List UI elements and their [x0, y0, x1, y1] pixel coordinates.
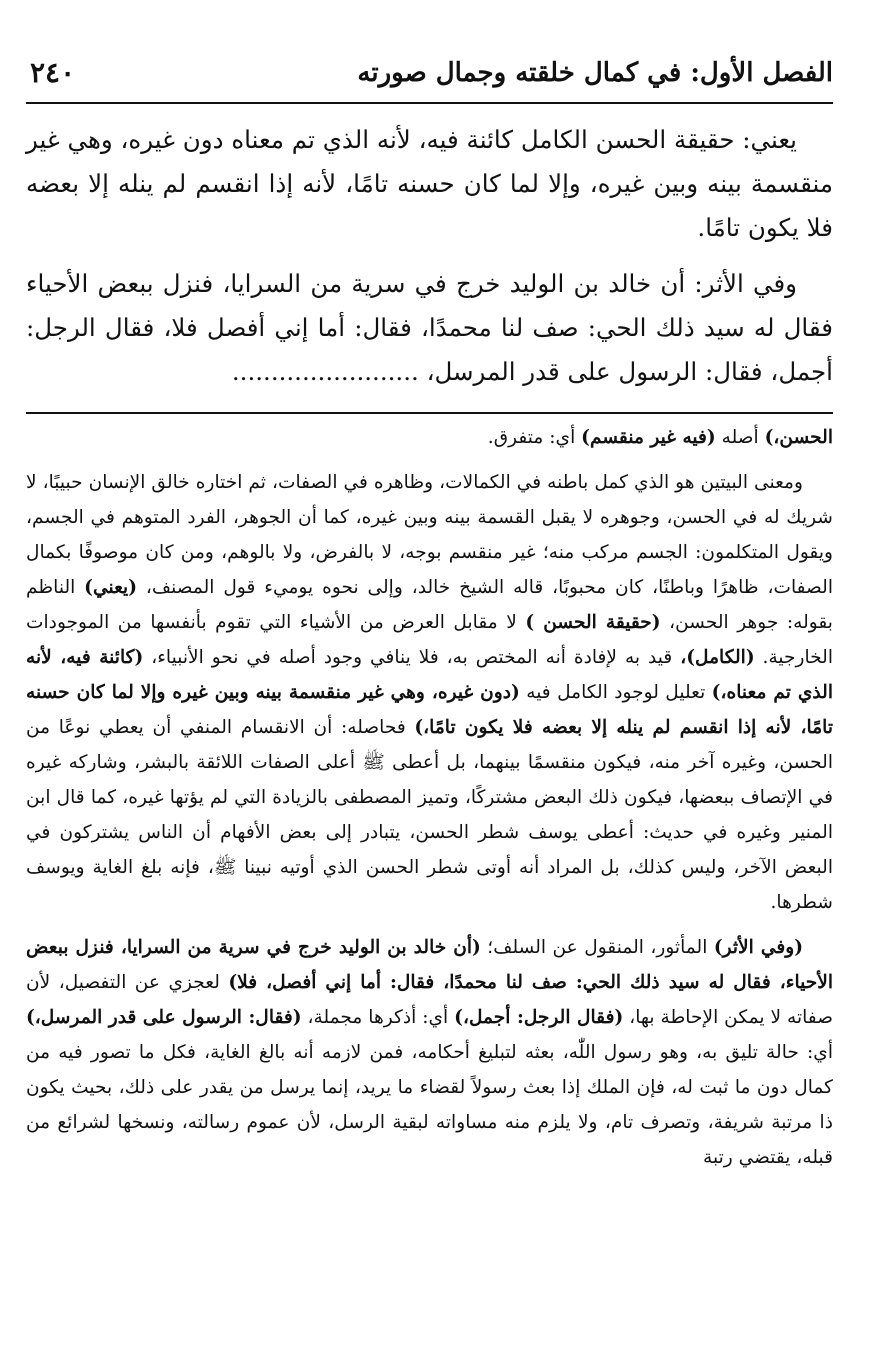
commentary-text-run: أصله [715, 427, 765, 448]
quoted-term: (فقال: الرسول على قدر المرسل،) [26, 1007, 302, 1028]
commentary-text-run: قيد به لإفادة أنه المختص به، فلا ينافي وجود أصله في نحو الأنبياء، [143, 647, 681, 668]
commentary-text-run: لعجزي عن التفصيل، لأن صفاته لا يمكن الإحاطة بها، [26, 972, 833, 1028]
commentary-text-run: المأثور، المنقول عن السلف؛ [480, 937, 714, 958]
quoted-term: (وفي الأثر) [713, 937, 803, 958]
quoted-term: (كائنة فيه، لأنه الذي تم معناه،) [26, 647, 833, 703]
commentary-text-run: أي: أذكرها مجملة، [301, 1007, 455, 1028]
chapter-title: الفصل الأول: في كمال خلقته وجمال صورته [357, 58, 833, 88]
main-text [26, 118, 833, 406]
quoted-term: (حقيقة الحسن ) [525, 612, 661, 633]
page-number: ٢٤٠ [30, 56, 76, 89]
commentary-paragraph [26, 420, 833, 455]
quoted-term: (دون غيره، وهي غير منقسمة بينه وبين غيره وإلا لما كان حسنه تامًا، لأنه إذا انقسم لم ينله إلا بعضه فلا يكون تامًا،) [26, 682, 833, 738]
page-header [26, 56, 833, 104]
commentary-text-run: ومعنى البيتين هو الذي كمل باطنه في الكمالات، وظاهره في الصفات، ثم اختاره خالق الإنسان حبيبًا، لا شريك له في الحسن، وجوهره لا يقبل القسمة بينه وبين غيره، كما أن الجوهر، الفرد المتوهم في الجسم، ويقول المتكلمون: الجسم مركب منه؛ غير منقسم بوجه، لا بالفرض، ولا بالوهم، ومن كان موصوفًا بكمال الصفات، ظاهرًا وباطنًا، كان محبوبًا، قاله الشيخ خالد، وإلى نحوه يوميء قول المصنف، [26, 472, 833, 598]
commentary-text-run: أي: حالة تليق به، وهو رسول اللّٰه، بعثه لتبليغ أحكامه، فمن لازمه أنه بالغ الغاية، فكل ما تصور فيه من كمال دون ما ثبت له، فإن الملك إذا بعث رسولاً لقضاء ما يريد، إنما يرسل من يقدر على ذلك، بحيث يكون ذا مرتبة شريفة، وتصرف تام، ولا يلزم منه مساواته لبقية الرسل، لأن عموم رسالته، ونسخها لشرائع من قبله، يقتضي رتبة [26, 1042, 833, 1168]
commentary-text-run: فحاصله: أن الانقسام المنفي أن يعطي نوعًا من الحسن، وغيره آخر منه، فيكون منقسمًا بينهما، بل أعطى ﷺ أعلى الصفات اللائقة بالبشر، وشاركه غيره في الإتصاف ببعضها، فيكون ذلك البعض مشتركًا، وتميز المصطفى بالزيادة التي لم يؤتها غيره، كما قال ابن المنير وغيره في حديث: أعطى يوسف شطر الحسن، يتبادر إلى بعض الأفهام أن الناس يشتركون في البعض الآخر، وليس كذلك، بل المراد أنه أوتى شطر الحسن الذي أوتيه نبينا ﷺ، فإنه بلغ الغاية ويوسف شطرها. [26, 717, 833, 913]
commentary-text-run: تعليل لوجود الكامل فيه [519, 682, 712, 703]
commentary-text [26, 420, 833, 1185]
footnote-separator [26, 412, 833, 414]
quoted-term: (فيه غير منقسم) [581, 427, 716, 448]
commentary-text-run: لا مقابل العرض من الأشياء التي تقوم بأنفسها من الموجودات الخارجية. [26, 612, 834, 668]
quoted-term: (أن خالد بن الوليد خرج في سرية من السرايا، فنزل ببعض الأحياء، فقال له سيد ذلك الحي: صف لنا محمدًا، فقال: أما إني أفصل، فلا) [26, 937, 834, 993]
commentary-paragraph [26, 465, 833, 920]
quoted-term: (يعني) [84, 577, 138, 598]
main-paragraph: يعني: حقيقة الحسن الكامل كائنة فيه، لأنه الذي تم معناه دون غيره، وهي غير منقسمة بينه وبين غيره، وإلا لما كان حسنه تامًا، لأنه إذا انقسم لم ينله إلا بعضه فلا يكون تامًا. [26, 125, 833, 242]
commentary-text-run: الناظم بقوله: جوهر الحسن، [26, 577, 833, 633]
main-paragraph: وفي الأثر: أن خالد بن الوليد خرج في سرية من السرايا، فنزل ببعض الأحياء فقال له سيد ذلك الحي: صف لنا محمدًا، فقال: أما إني أفصل فلا، فقال الرجل: أجمل، فقال: الرسول على قدر المرسل، ........................ [26, 269, 833, 386]
quoted-term: (الكامل)، [680, 647, 755, 668]
quoted-term: الحسن،) [764, 427, 833, 448]
commentary-text-run: أي: متفرق. [487, 427, 582, 448]
quoted-term: (فقال الرجل: أجمل،) [454, 1007, 624, 1028]
commentary-paragraph [26, 930, 833, 1175]
